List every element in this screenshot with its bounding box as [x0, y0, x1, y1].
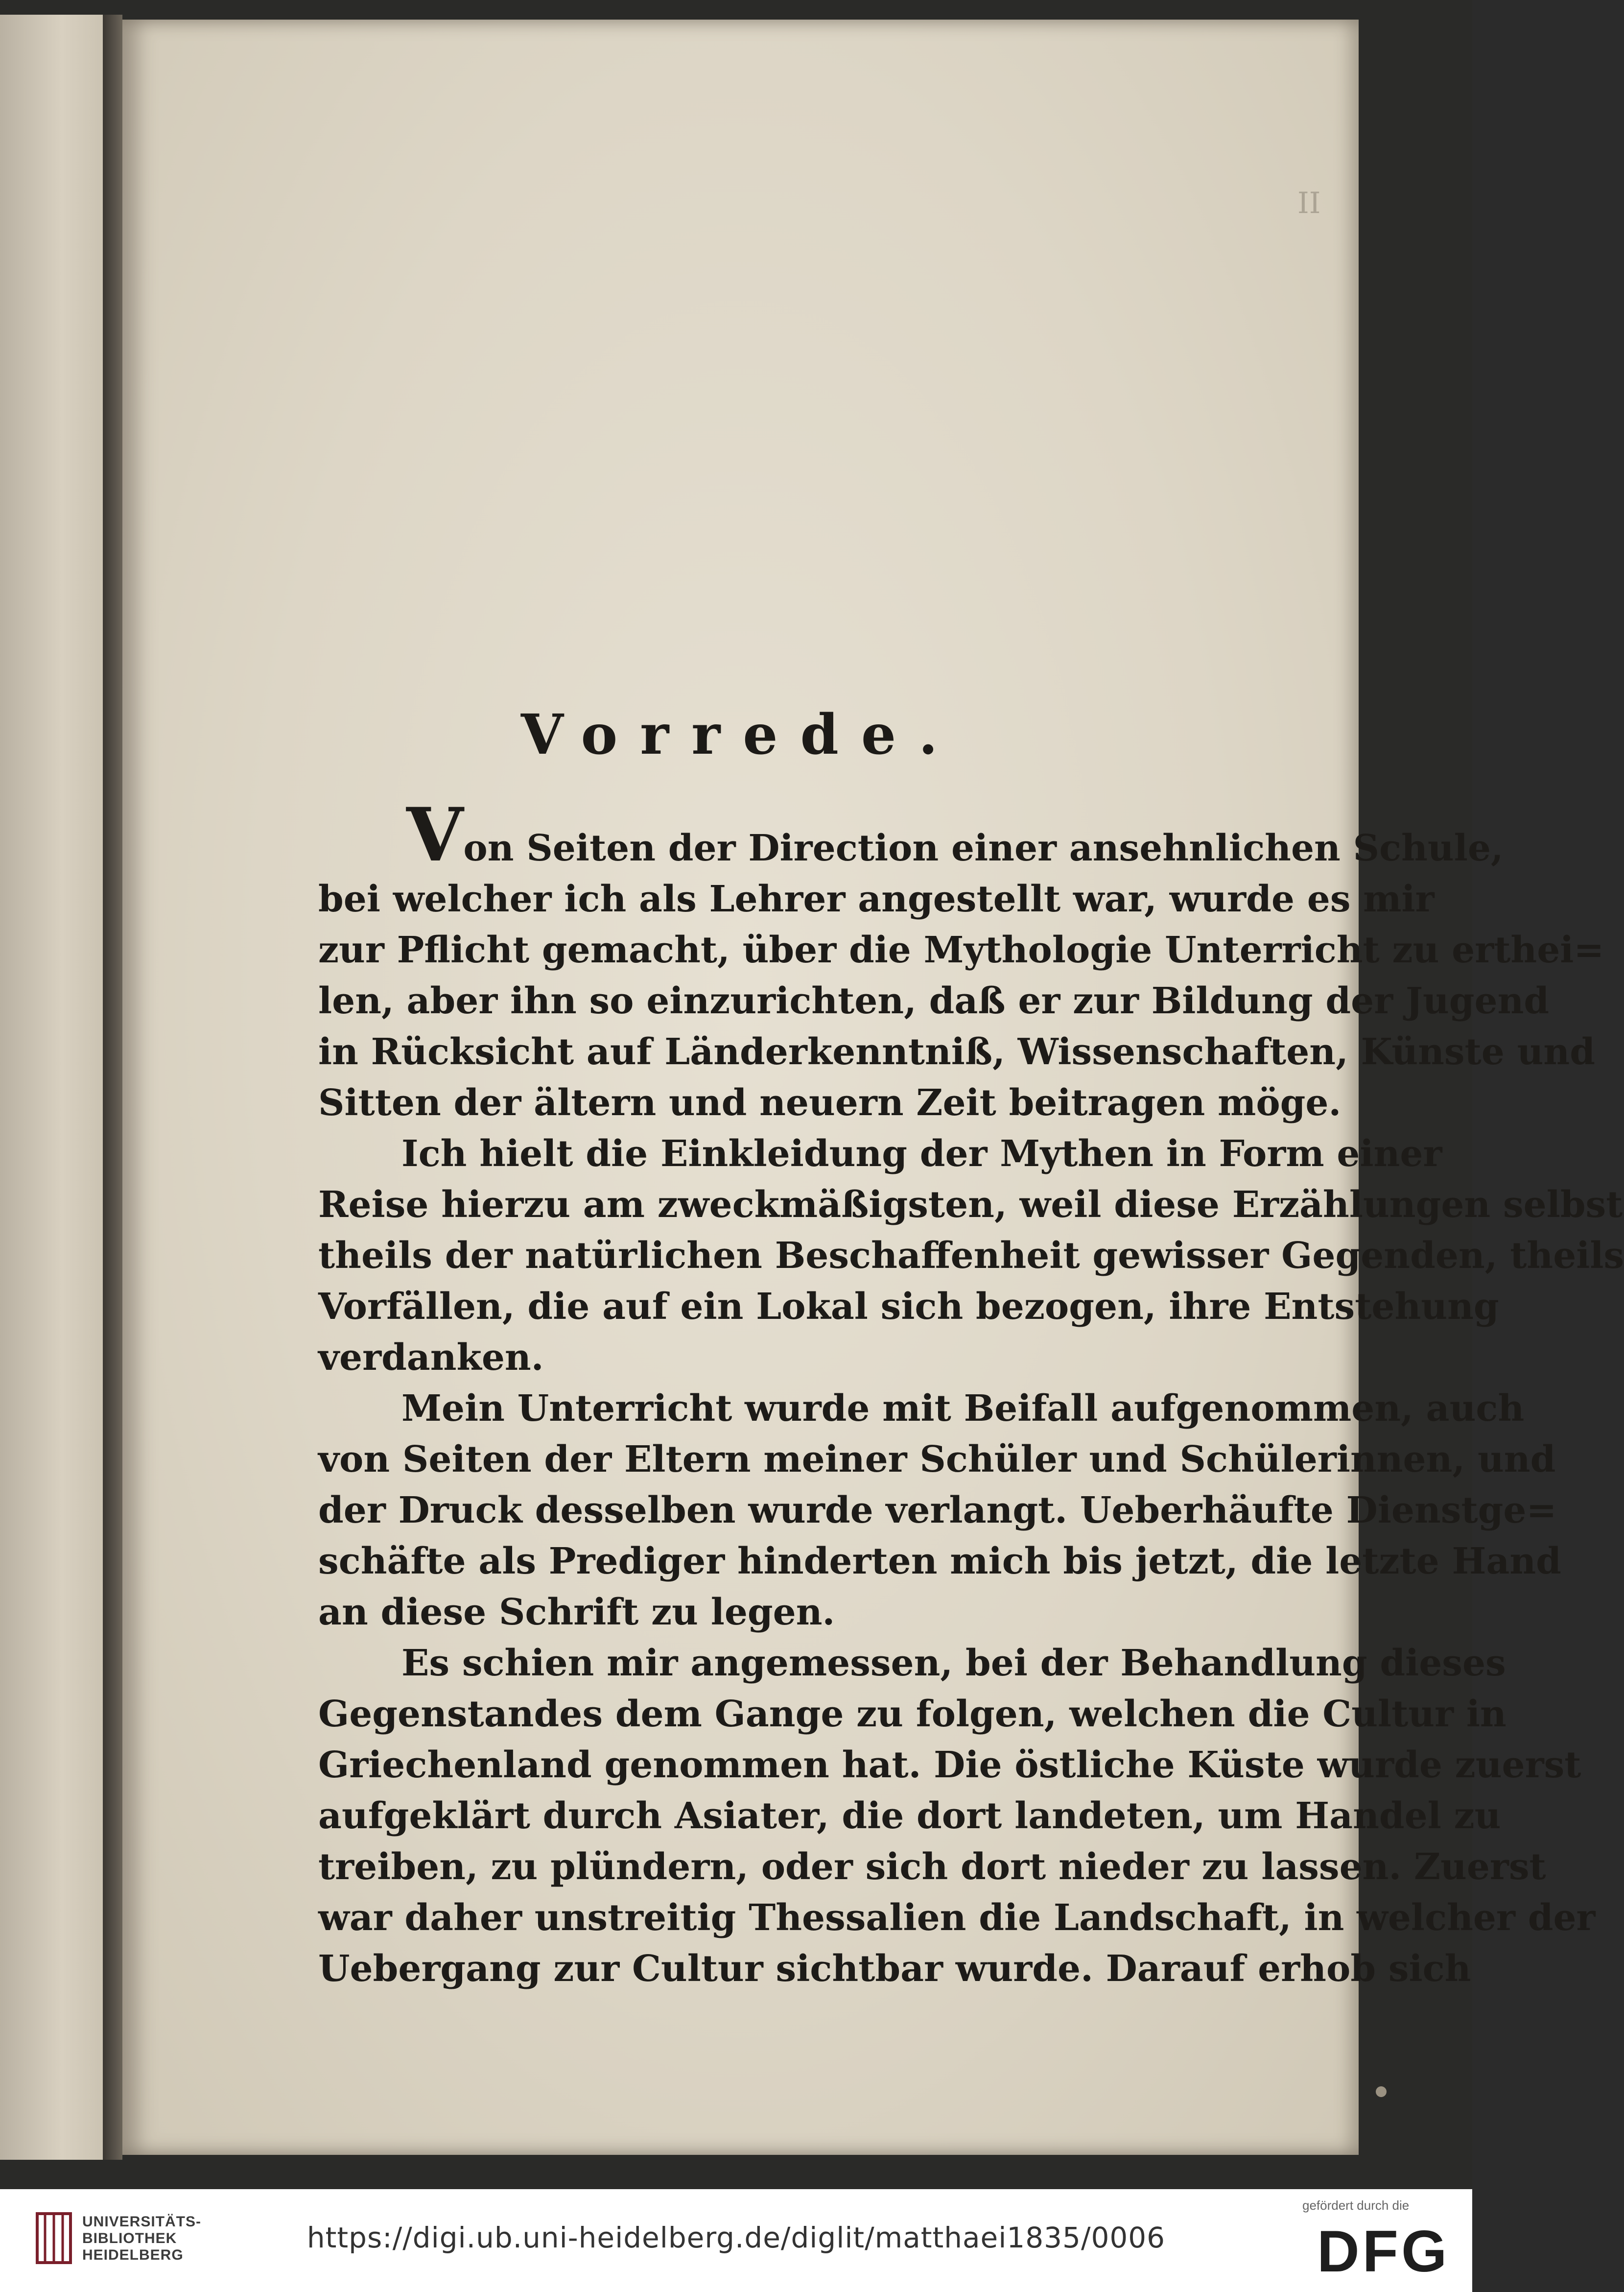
page-title: Vorrede. [520, 703, 961, 767]
text-line: Ich hielt die Einkleidung der Mythen in Form einer [401, 1133, 1442, 1175]
text-line: Es schien mir angemessen, bei der Behandlung dieses [401, 1642, 1506, 1684]
text-line: zur Pflicht gemacht, über die Mythologie Unterricht zu erthei= [318, 929, 1604, 971]
text-line: aufgeklärt durch Asiater, die dort landeten, um Handel zu [318, 1795, 1501, 1837]
book-page [122, 20, 1624, 2155]
text-line: Sitten der ältern und neuern Zeit beitragen möge. [318, 1082, 1342, 1124]
text-line: Vorfällen, die auf ein Lokal sich bezogen, ihre Entstehung [318, 1286, 1499, 1328]
paragraph-3 [318, 1383, 1561, 1638]
dfg-logo[interactable]: DFG [1317, 2219, 1450, 2284]
text-line: schäfte als Prediger hinderten mich bis jetzt, die letzte Hand [318, 1540, 1561, 1582]
text-line: Mein Unterricht wurde mit Beifall aufgenommen, auch [401, 1387, 1525, 1430]
text-line: Gegenstandes dem Gange zu folgen, welchen die Cultur in [318, 1693, 1506, 1735]
funding-caption: gefördert durch die [1302, 2198, 1410, 2213]
text-line: in Rücksicht auf Länderkenntniß, Wissenschaften, Künste und [318, 1031, 1595, 1073]
text-line: bei welcher ich als Lehrer angestellt war, wurde es mir [318, 878, 1435, 920]
paper-blemish [1376, 2086, 1387, 2097]
permalink-url[interactable]: https://digi.ub.uni-heidelberg.de/diglit/matthaei1835/0006 [306, 2221, 1166, 2254]
library-name-line: UNIVERSITÄTS- [82, 2214, 202, 2230]
previous-leaf-edge [0, 15, 103, 2160]
text-line: von Seiten der Eltern meiner Schüler und Schülerinnen, und [318, 1438, 1556, 1480]
text-line: treiben, zu plündern, oder sich dort nieder zu lassen. Zuerst [318, 1846, 1546, 1888]
paragraph-2 [318, 1128, 1624, 1383]
text-line: len, aber ihn so einzurichten, daß er zur Bildung der Jugend [318, 980, 1550, 1022]
library-name-line: HEIDELBERG [82, 2247, 184, 2263]
text-line: der Druck desselben wurde verlangt. Ueberhäufte Dienstge= [318, 1489, 1557, 1531]
library-name-line: BIBLIOTHEK [82, 2230, 177, 2246]
text-line: Griechenland genommen hat. Die östliche Küste wurde zuerst [318, 1744, 1581, 1786]
body-text [318, 792, 1624, 1994]
folio-mark: II [1297, 186, 1321, 220]
paragraph-1 [318, 792, 1604, 1128]
text-line: Uebergang zur Cultur sichtbar wurde. Darauf erhob sich [318, 1948, 1471, 1990]
text-line: Reise hierzu am zweckmäßigsten, weil diese Erzählungen selbst [318, 1184, 1623, 1226]
gutter-shadow [103, 15, 122, 2160]
text-line: Von Seiten der Direction einer ansehnlichen Schule, [406, 792, 1504, 878]
text-line: an diese Schrift zu legen. [318, 1591, 835, 1633]
text-line: theils der natürlichen Beschaffenheit gewisser Gegenden, theils [318, 1235, 1624, 1277]
paragraph-4 [318, 1638, 1596, 1994]
text-line: war daher unstreitig Thessalien die Landschaft, in welcher der [318, 1897, 1596, 1939]
text-line: verdanken. [318, 1337, 544, 1379]
